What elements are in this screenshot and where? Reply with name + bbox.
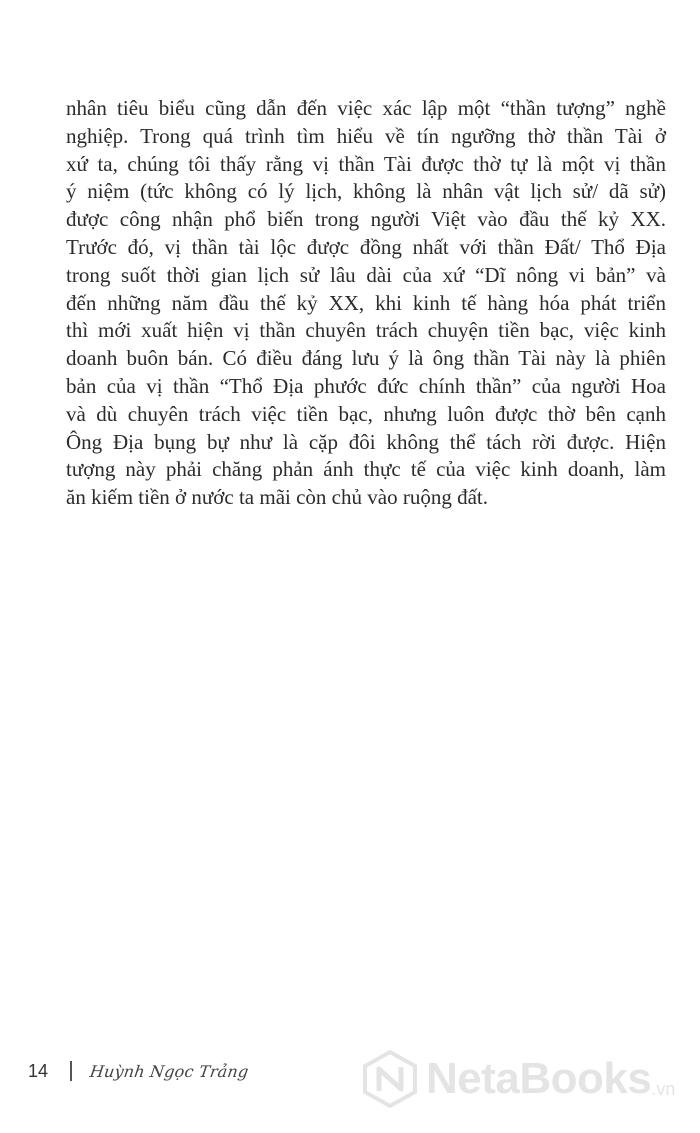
paragraph-line: bản của vị thần “Thổ Địa phước đức chính thần” của người Hoa: [66, 373, 666, 398]
paragraph-line: tượng này phải chăng phản ánh thực tế của việc kinh doanh, làm: [66, 457, 666, 482]
page-number: 14: [28, 1060, 49, 1081]
paragraph-line: ý niệm (tức không có lý lịch, không là nhân vật lịch sử/ dã sử): [66, 179, 666, 204]
watermark-suffix: .vn: [651, 1079, 676, 1099]
paragraph-line: thì mới xuất hiện vị thần chuyên trách chuyện tiền bạc, việc kinh: [66, 318, 666, 343]
paragraph-line: Trước đó, vị thần tài lộc được đồng nhất với thần Đất/ Thổ Địa: [66, 234, 666, 259]
author-name: Huỳnh Ngọc Trảng: [88, 1061, 250, 1081]
paragraph-line: doanh buôn bán. Có điều đáng lưu ý là ông thần Tài này là phiên: [66, 346, 666, 371]
paragraph-line: đến những năm đầu thế kỷ XX, khi kinh tế hàng hóa phát triển: [66, 290, 666, 315]
paragraph-line: được công nhận phổ biến trong người Việt vào đầu thế kỷ XX.: [66, 207, 666, 232]
paragraph-line: nhân tiêu biểu cũng dẫn đến việc xác lập một “thần tượng” nghề: [66, 96, 666, 120]
paragraph-line-last: ăn kiếm tiền ở nước ta mãi còn chủ vào ruộng đất.: [66, 485, 488, 510]
watermark-brand: NetaBooks: [426, 1054, 652, 1103]
page-footer: [28, 1056, 248, 1086]
paragraph-line: trong suốt thời gian lịch sử lâu dài của xứ “Dĩ nông vi bản” và: [66, 262, 666, 287]
netabooks-logo-icon: [360, 1049, 420, 1109]
footer-divider: [70, 1061, 72, 1081]
paragraph-line: xứ ta, chúng tôi thấy rằng vị thần Tài được thờ tự là một vị thần: [66, 151, 666, 176]
paragraph-line: nghiệp. Trong quá trình tìm hiểu về tín ngưỡng thờ thần Tài ở: [66, 123, 666, 148]
body-paragraph: [66, 95, 666, 512]
paragraph-line: Ông Địa bụng bự như là cặp đôi không thể tách rời được. Hiện: [66, 429, 666, 454]
netabooks-watermark: [360, 1044, 690, 1114]
paragraph-line: và dù chuyên trách việc tiền bạc, nhưng luôn được thờ bên cạnh: [66, 401, 666, 426]
